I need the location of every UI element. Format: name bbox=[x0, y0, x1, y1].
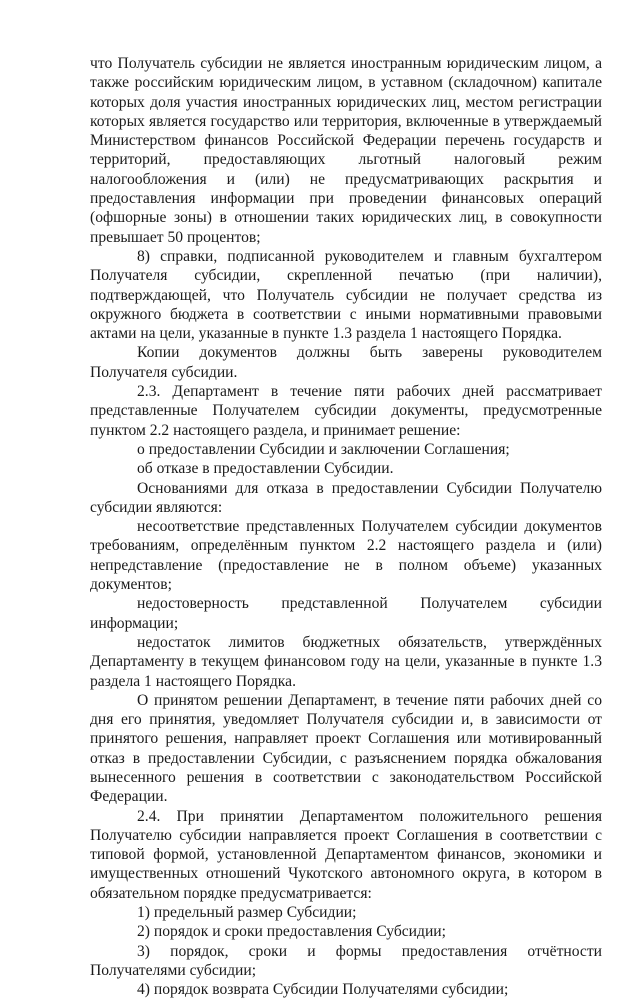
paragraph-2-4: 2.4. При принятии Департаментом положительного решения Получателю субсидии направляется проект Соглашения в соответствии с типовой формой, установленной Департаментом финансов, экономики и имущественных отношений Чукотского автономного округа, в котором в обязательном порядке предусматривается: bbox=[90, 807, 602, 902]
list-item-4: 4) порядок возврата Субсидии Получателями субсидии; bbox=[137, 981, 509, 999]
paragraph-ground-inaccuracy: недостоверность представленной Получателем субсидии информации; bbox=[90, 595, 602, 632]
paragraph-refusal-grounds: Основаниями для отказа в предоставлении Субсидии Получателю субсидии являются: bbox=[90, 479, 602, 516]
list-item-1: 1) предельный размер Субсидии; bbox=[137, 904, 357, 922]
paragraph-offshore-condition: что Получатель субсидии не является иностранным юридическим лицом, а также российским юридическим лицом, в уставном (складочном) капитале которых доля участия иностранных юридических лиц, местом регистрации которых является государство или территория, включенные в утверждаемый Министерством финансов Российской Федерации перечень государств и территорий, предоставляющих льготный налоговый режим налогообложения и (или) не предусматривающих раскрытия и предоставления информации при проведении финансовых операций (офшорные зоны) в отношении таких юридических лиц, в совокупности превышает 50 процентов; bbox=[90, 55, 602, 246]
list-item-3: 3) порядок, сроки и формы предоставления отчётности Получателями субсидии; bbox=[90, 942, 602, 979]
document-body bbox=[90, 54, 602, 1000]
paragraph-copies-certified: Копии документов должны быть заверены руководителем Получателя субсидии. bbox=[90, 344, 602, 381]
paragraph-item-8-certificate: 8) справки, подписанной руководителем и главным бухгалтером Получателя субсидии, скрепленной печатью (при наличии), подтверждающей, что Получатель субсидии не получает средства из окружного бюджета в соответствии с иными нормативными правовыми актами на цели, указанные в пункте 1.3 раздела 1 настоящего Порядка. bbox=[90, 247, 602, 343]
paragraph-ground-limits: недостаток лимитов бюджетных обязательств, утверждённых Департаменту в текущем финансовом году на цели, указанные в пункте 1.3 раздела 1 настоящего Порядка. bbox=[90, 633, 602, 690]
list-item-2: 2) порядок и сроки предоставления Субсидии; bbox=[137, 923, 446, 941]
paragraph-decision-grant: о предоставлении Субсидии и заключении Соглашения; bbox=[137, 440, 510, 458]
paragraph-2-3: 2.3. Департамент в течение пяти рабочих дней рассматривает представленные Получателем субсидии документы, предусмотренные пунктом 2.2 настоящего раздела, и принимает решение: bbox=[90, 383, 602, 439]
paragraph-notification: О принятом решении Департамент, в течение пяти рабочих дней со дня его принятия, уведомляет Получателя субсидии и, в зависимости от принятого решения, направляет проект Соглашения или мотивированный отказ в предоставлении Субсидии, с разъяснением порядка обжалования вынесенного решения в соответствии с законодательством Российской Федерации. bbox=[90, 691, 602, 806]
paragraph-ground-noncompliance: несоответствие представленных Получателем субсидии документов требованиям, определённым пунктом 2.2 настоящего раздела и (или) непредставление (предоставление не в полном объеме) указанных документов; bbox=[90, 518, 602, 594]
paragraph-decision-refusal: об отказе в предоставлении Субсидии. bbox=[137, 460, 394, 478]
